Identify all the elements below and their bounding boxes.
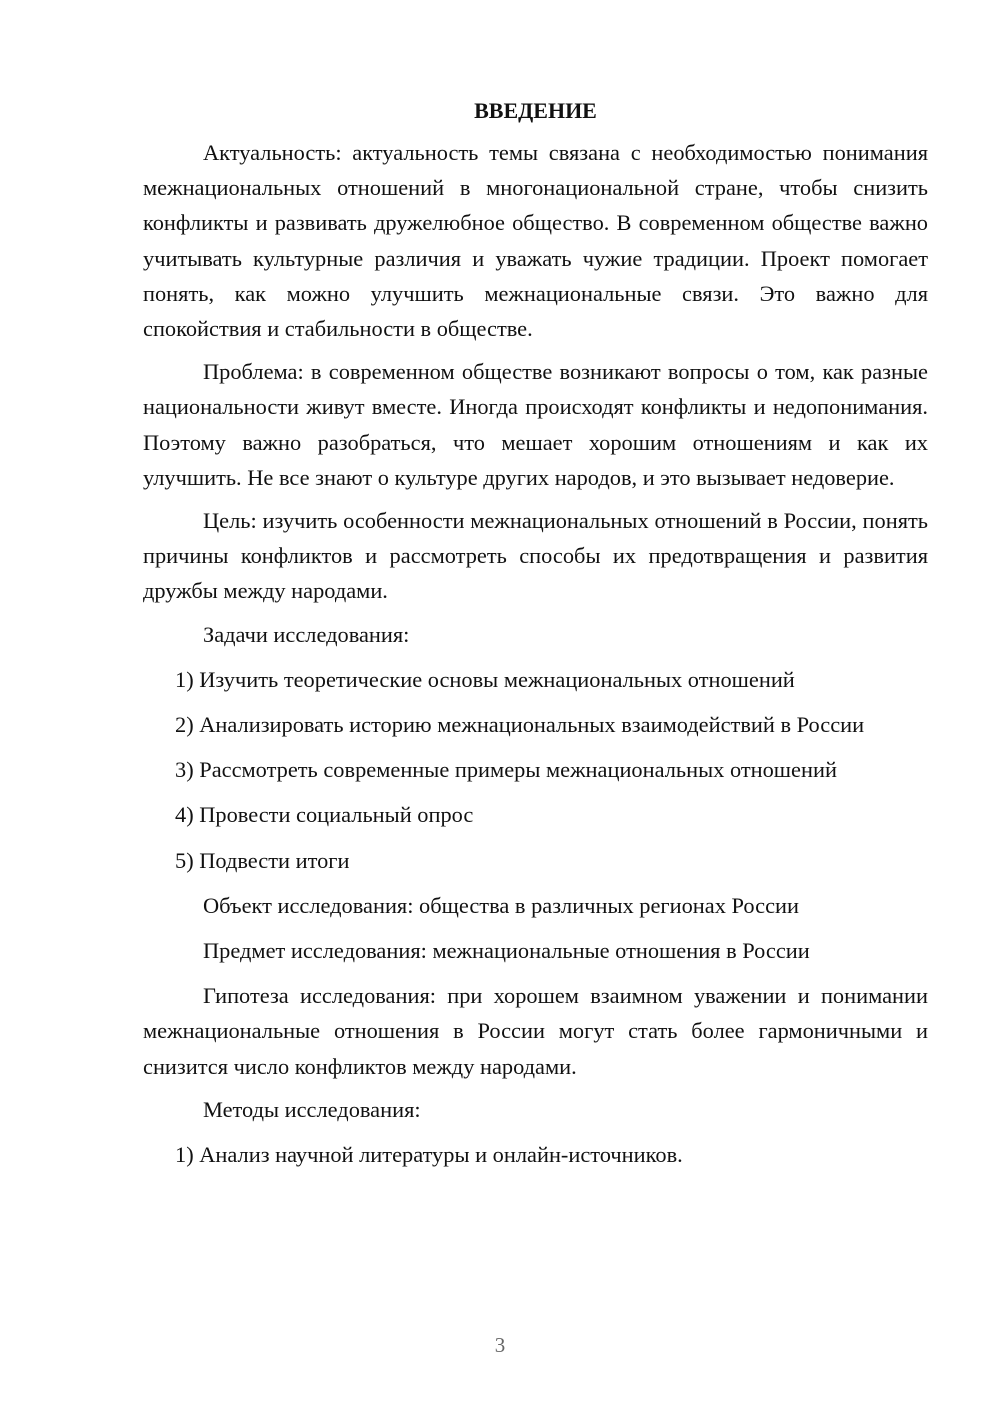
hypothesis-paragraph: Гипотеза исследования: при хорошем взаимном уважении и понимании межнациональные отношения в России могут стать более гармоничными и снизится число конфликтов между народами.: [143, 983, 928, 1079]
task-item-3: 3) Рассмотреть современные примеры межнациональных отношений: [175, 757, 837, 783]
problem-paragraph: Проблема: в современном обществе возникают вопросы о том, как разные национальности живут вместе. Иногда происходят конфликты и недопонимания. Поэтому важно разобраться, что мешает хорошим отношениям и как их улучшить. Не все знают о культуре других народов, и это вызывает недоверие.: [143, 359, 928, 490]
tasks-heading: Задачи исследования:: [203, 621, 410, 647]
subject-paragraph: Предмет исследования: межнациональные отношения в России: [203, 938, 810, 964]
relevance-paragraph: Актуальность: актуальность темы связана с необходимостью понимания межнациональных отношений в многонациональной стране, чтобы снизить конфликты и развивать дружелюбное общество. В современном обществе важно учитывать культурные различия и уважать чужие традиции. Проект помогает понять, как можно улучшить межнациональные связи. Это важно для спокойствия и стабильности в обществе.: [143, 140, 928, 342]
method-item-1: 1) Анализ научной литературы и онлайн-источников.: [175, 1142, 683, 1168]
page-number: 3: [494, 1333, 506, 1357]
task-item-2: 2) Анализировать историю межнациональных взаимодействий в России: [175, 712, 865, 738]
task-item-5: 5) Подвести итоги: [175, 847, 350, 873]
section-title: ВВЕДЕНИЕ: [474, 98, 597, 123]
goal-paragraph: Цель: изучить особенности межнациональных отношений в России, понять причины конфликтов и рассмотреть способы их предотвращения и развития дружбы между народами.: [143, 508, 928, 604]
document-page: [143, 95, 928, 1182]
object-paragraph: Объект исследования: общества в различных регионах России: [203, 892, 799, 918]
task-item-4: 4) Провести социальный опрос: [175, 802, 474, 828]
methods-heading: Методы исследования:: [203, 1096, 421, 1122]
task-item-1: 1) Изучить теоретические основы межнациональных отношений: [175, 666, 795, 692]
